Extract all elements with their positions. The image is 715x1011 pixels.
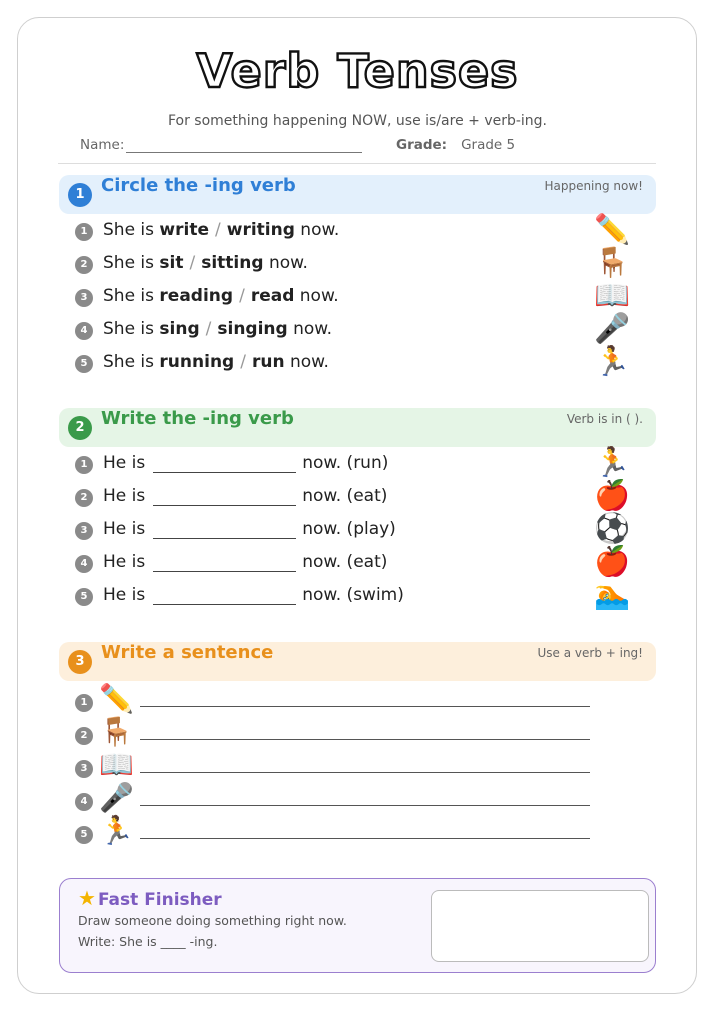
section-title: Write the -ing verb xyxy=(101,408,294,429)
name-field[interactable] xyxy=(80,137,362,153)
book-icon: 📖 xyxy=(594,278,631,312)
runner-icon: 🏃 xyxy=(594,344,631,378)
grade-value: Grade 5 xyxy=(461,137,516,153)
name-label: Name: xyxy=(80,137,125,153)
answer-blank[interactable] xyxy=(153,522,296,539)
sentence-suffix: now. xyxy=(268,253,308,273)
exercise-sentence xyxy=(103,286,339,306)
pencil-icon: ✏️ xyxy=(594,212,631,246)
choice-option-a[interactable]: sing xyxy=(159,319,200,339)
section-2-header xyxy=(59,408,656,447)
answer-blank[interactable] xyxy=(153,555,296,572)
section-hint: Happening now! xyxy=(544,179,643,193)
sentence-suffix: now. (play) xyxy=(302,519,396,539)
sentence-prefix: He is xyxy=(103,519,146,539)
exercise-sentence xyxy=(103,253,308,273)
soccer-ball-icon: ⚽ xyxy=(594,511,631,545)
writing-line[interactable] xyxy=(140,805,590,806)
sentence-prefix: He is xyxy=(103,552,146,572)
slash-separator: / xyxy=(189,253,196,273)
choice-option-b[interactable]: writing xyxy=(226,220,295,240)
exercise-sentence xyxy=(103,585,404,605)
writing-line[interactable] xyxy=(140,739,590,740)
item-number: 2 xyxy=(75,489,93,507)
sentence-prefix: He is xyxy=(103,585,146,605)
choice-option-a[interactable]: write xyxy=(159,220,209,240)
item-number: 3 xyxy=(75,289,93,307)
name-line[interactable] xyxy=(126,138,362,153)
answer-blank[interactable] xyxy=(153,588,296,605)
item-number: 2 xyxy=(75,727,93,745)
apple-icon: 🍎 xyxy=(594,478,631,512)
chair-icon: 🪑 xyxy=(594,245,631,279)
exercise-sentence xyxy=(103,352,329,372)
item-number: 5 xyxy=(75,588,93,606)
section-title: Write a sentence xyxy=(101,642,274,663)
grade-field xyxy=(396,137,515,153)
writing-row xyxy=(75,814,635,854)
sentence-suffix: now. (run) xyxy=(302,453,389,473)
choice-option-b[interactable]: singing xyxy=(217,319,288,339)
item-number: 1 xyxy=(75,694,93,712)
writing-row xyxy=(75,715,635,755)
writing-line[interactable] xyxy=(140,706,590,707)
section-number: 3 xyxy=(68,650,92,674)
fast-finisher-box xyxy=(59,878,656,973)
sentence-suffix: now. xyxy=(289,352,329,372)
exercise-sentence xyxy=(103,319,332,339)
sentence-suffix: now. (swim) xyxy=(302,585,404,605)
item-number: 3 xyxy=(75,522,93,540)
section-number: 2 xyxy=(68,416,92,440)
sentence-suffix: now. xyxy=(299,286,339,306)
item-number: 1 xyxy=(75,456,93,474)
exercise-row xyxy=(75,219,635,243)
section-3-header xyxy=(59,642,656,681)
item-number: 3 xyxy=(75,760,93,778)
exercise-row xyxy=(75,551,635,575)
exercise-row xyxy=(75,318,635,342)
exercise-sentence xyxy=(103,552,387,572)
item-number: 4 xyxy=(75,555,93,573)
section-number: 1 xyxy=(68,183,92,207)
sentence-suffix: now. (eat) xyxy=(302,552,388,572)
sentence-prefix: She is xyxy=(103,220,155,240)
apple-icon: 🍎 xyxy=(594,544,631,578)
exercise-sentence xyxy=(103,453,388,473)
exercise-row xyxy=(75,285,635,309)
item-number: 5 xyxy=(75,355,93,373)
exercise-sentence xyxy=(103,519,396,539)
book-icon: 📖 xyxy=(99,748,134,781)
exercise-row xyxy=(75,452,635,476)
pencil-icon: ✏️ xyxy=(99,682,134,715)
writing-row xyxy=(75,781,635,821)
writing-row xyxy=(75,682,635,722)
item-number: 2 xyxy=(75,256,93,274)
sentence-prefix: He is xyxy=(103,486,146,506)
swimmer-icon: 🏊 xyxy=(594,577,631,611)
sentence-prefix: He is xyxy=(103,453,146,473)
item-number: 1 xyxy=(75,223,93,241)
slash-separator: / xyxy=(240,352,246,372)
sentence-suffix: now. xyxy=(293,319,333,339)
sentence-prefix: She is xyxy=(103,253,155,273)
exercise-sentence xyxy=(103,486,387,506)
section-title: Circle the -ing verb xyxy=(101,175,296,196)
section-1-header xyxy=(59,175,656,214)
exercise-row xyxy=(75,485,635,509)
slash-separator: / xyxy=(239,286,245,306)
writing-line[interactable] xyxy=(140,838,590,839)
choice-option-a[interactable]: running xyxy=(159,352,235,372)
choice-option-a[interactable]: sit xyxy=(159,253,184,273)
section-hint: Verb is in ( ). xyxy=(566,412,643,426)
answer-blank[interactable] xyxy=(153,456,296,473)
answer-blank[interactable] xyxy=(153,489,296,506)
item-number: 5 xyxy=(75,826,93,844)
exercise-row xyxy=(75,518,635,542)
microphone-icon: 🎤 xyxy=(99,781,134,814)
slash-separator: / xyxy=(205,319,212,339)
choice-option-b[interactable]: read xyxy=(250,286,295,306)
fast-finisher-title xyxy=(78,886,222,910)
sentence-prefix: She is xyxy=(103,352,155,372)
item-number: 4 xyxy=(75,322,93,340)
slash-separator: / xyxy=(215,220,221,240)
microphone-icon: 🎤 xyxy=(594,311,631,345)
sentence-prefix: She is xyxy=(103,319,155,339)
fast-finisher-title-text: Fast Finisher xyxy=(97,890,222,910)
writing-line[interactable] xyxy=(140,772,590,773)
section-hint: Use a verb + ing! xyxy=(537,646,643,660)
exercise-row xyxy=(75,351,635,375)
chair-icon: 🪑 xyxy=(99,715,134,748)
sentence-suffix: now. (eat) xyxy=(302,486,388,506)
choice-option-b[interactable]: run xyxy=(251,352,285,372)
grade-label: Grade: xyxy=(396,137,448,153)
writing-row xyxy=(75,748,635,788)
exercise-row xyxy=(75,252,635,276)
divider xyxy=(58,163,656,164)
fast-finisher-prompt: Write: She is ____ -ing. xyxy=(78,934,218,949)
runner-icon: 🏃 xyxy=(594,445,631,479)
fast-finisher-instruction: Draw someone doing something right now. xyxy=(78,913,347,928)
sentence-prefix: She is xyxy=(103,286,155,306)
subtitle: For something happening NOW, use is/are + verb-ing. xyxy=(167,113,548,129)
exercise-sentence xyxy=(103,220,339,240)
item-number: 4 xyxy=(75,793,93,811)
sentence-suffix: now. xyxy=(300,220,340,240)
choice-option-b[interactable]: sitting xyxy=(201,253,264,273)
star-icon: ★ xyxy=(78,886,96,910)
drawing-box[interactable] xyxy=(431,890,649,962)
exercise-row xyxy=(75,584,635,608)
choice-option-a[interactable]: reading xyxy=(159,286,234,306)
page-title: Verb Tenses xyxy=(196,44,519,98)
runner-icon: 🏃 xyxy=(99,814,134,847)
